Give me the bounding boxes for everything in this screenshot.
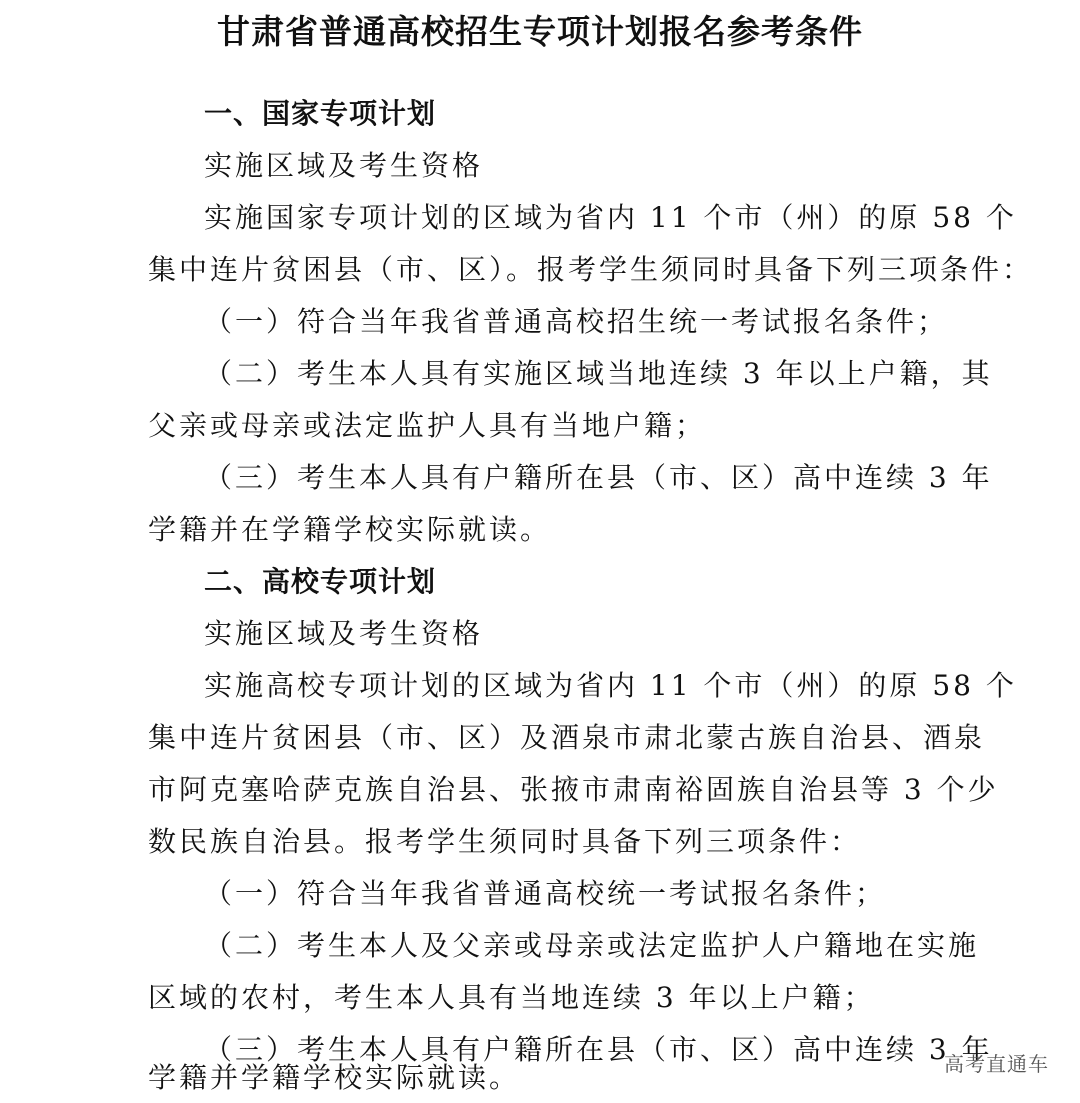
- condition-item: （一）符合当年我省普通高校招生统一考试报名条件；: [204, 305, 949, 338]
- paragraph-line: 学籍并在学籍学校实际就读。: [148, 513, 552, 546]
- condition-item: （二）考生本人具有实施区域当地连续 3 年以上户籍，其: [204, 357, 993, 390]
- condition-item: （三）考生本人具有户籍所在县（市、区）高中连续 3 年: [204, 1033, 993, 1066]
- subheading-eligibility: 实施区域及考生资格: [204, 617, 484, 650]
- paragraph-line: 区域的农村，考生本人具有当地连续 3 年以上户籍；: [148, 981, 875, 1014]
- document-title: 甘肃省普通高校招生专项计划报名参考条件: [217, 12, 863, 51]
- paragraph-line: 数民族自治县。报考学生须同时具备下列三项条件：: [148, 825, 862, 858]
- condition-item: （二）考生本人及父亲或母亲或法定监护人户籍地在实施: [204, 929, 980, 962]
- paragraph-line: 实施高校专项计划的区域为省内 11 个市（州）的原 58 个: [204, 669, 1017, 702]
- section-heading-university: 二、高校专项计划: [204, 565, 437, 598]
- paragraph-line: 实施国家专项计划的区域为省内 11 个市（州）的原 58 个: [204, 201, 1017, 234]
- paragraph-line: 集中连片贫困县（市、区）及酒泉市肃北蒙古族自治县、酒泉: [148, 721, 986, 754]
- section-heading-national: 一、国家专项计划: [204, 97, 437, 130]
- paragraph-line: 学籍并学籍学校实际就读。: [148, 1061, 521, 1094]
- watermark-text: 高考直通车: [944, 1052, 1049, 1076]
- subheading-eligibility: 实施区域及考生资格: [204, 149, 484, 182]
- paragraph-line: 集中连片贫困县（市、区）。报考学生须同时具备下列三项条件：: [148, 253, 1034, 286]
- condition-item: （三）考生本人具有户籍所在县（市、区）高中连续 3 年: [204, 461, 993, 494]
- paragraph-line: 父亲或母亲或法定监护人具有当地户籍；: [148, 409, 707, 442]
- paragraph-line: 市阿克塞哈萨克族自治县、张掖市肃南裕固族自治县等 3 个少: [148, 773, 999, 806]
- condition-item: （一）符合当年我省普通高校统一考试报名条件；: [204, 877, 887, 910]
